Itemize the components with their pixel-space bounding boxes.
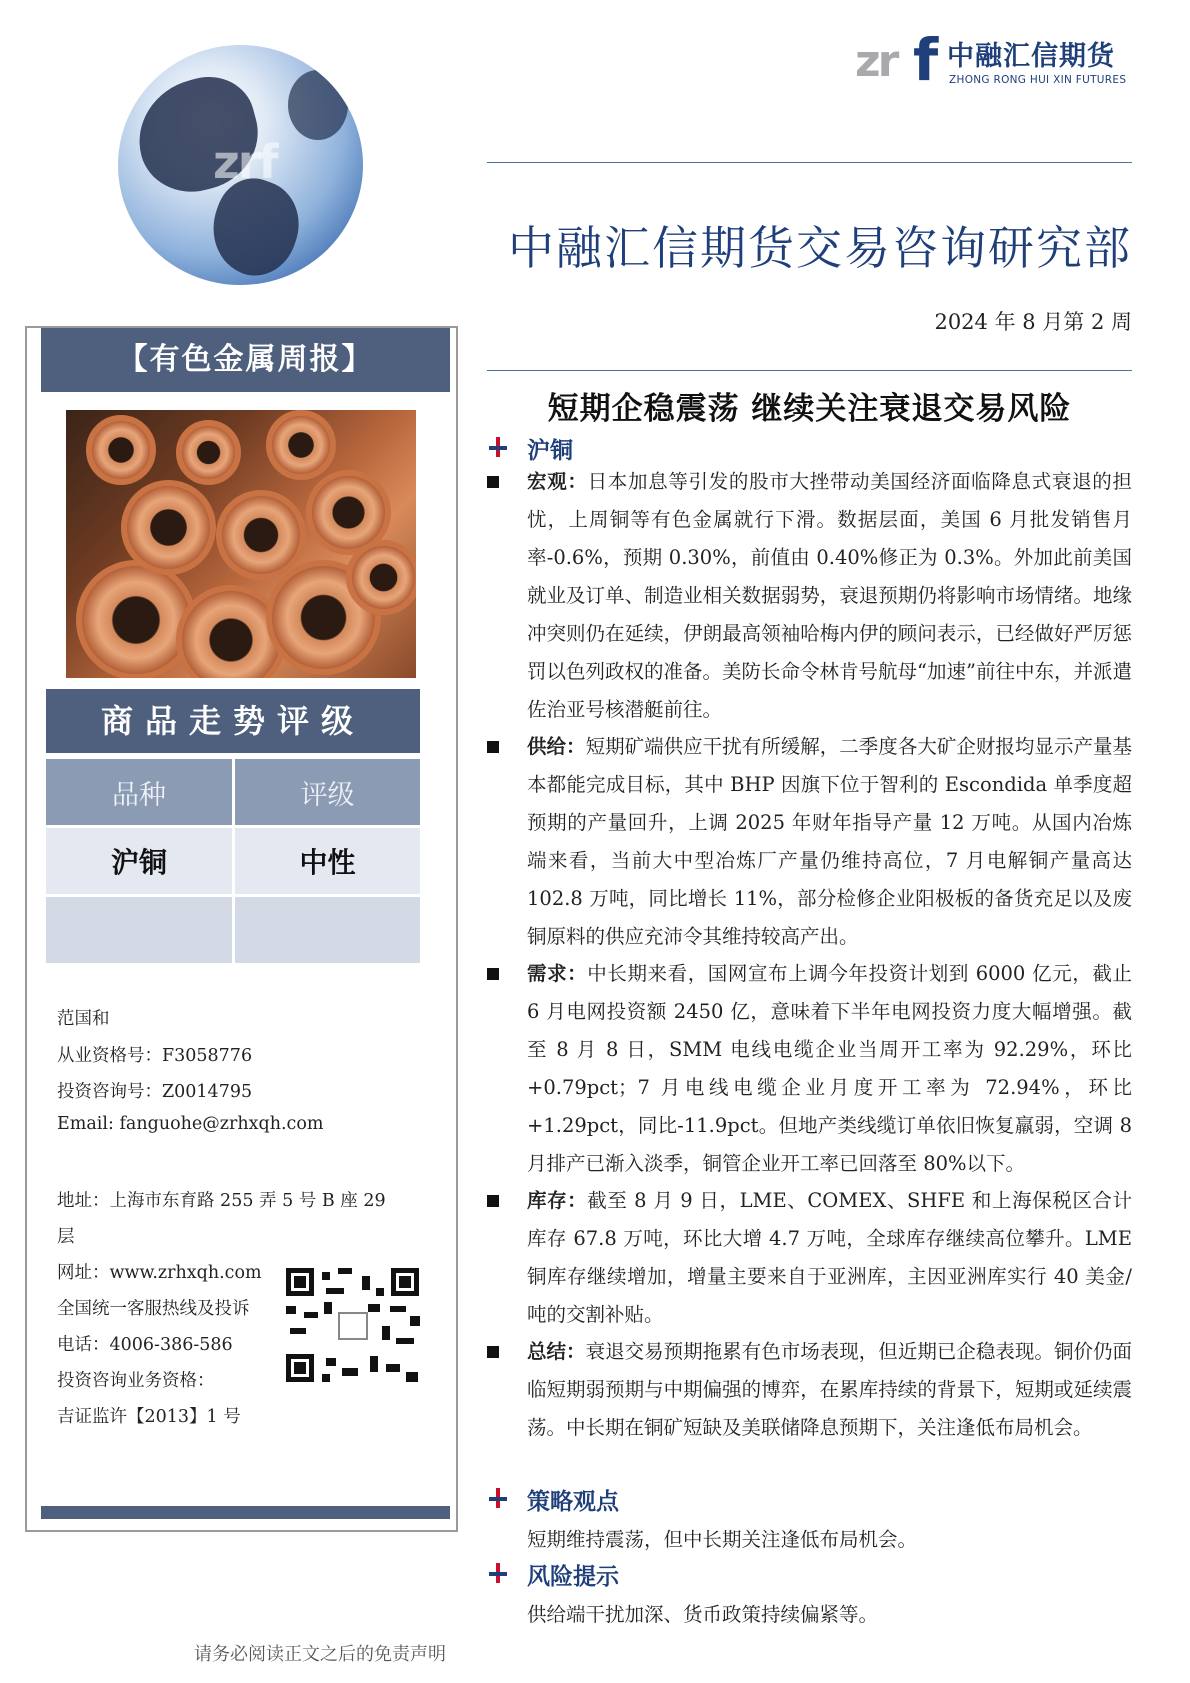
section-title-copper: 沪铜 — [527, 437, 573, 464]
point-text: 衰退交易预期拖累有色市场表现，但近期已企稳表现。铜价仍面临短期弱预期与中期偏强的博弈，在累库持续的背景下，短期或延续震荡。中长期在铜矿短缺及美联储降息预期下，关注逢低布局机会。 — [527, 1340, 1132, 1439]
qr-code — [286, 1268, 421, 1383]
qualification-label: 投资咨询业务资格： — [57, 1371, 215, 1391]
company-website[interactable]: 网址：www.zrhxqh.com — [57, 1263, 262, 1283]
point-label: 宏观： — [527, 470, 588, 493]
strategy-text: 短期维持震荡，但中长期关注逢低布局机会。 — [527, 1528, 918, 1551]
bullet-square-icon — [487, 1346, 499, 1358]
globe-continent — [288, 70, 348, 140]
logo-mark-f: f — [913, 26, 939, 94]
section-title-strategy: 策略观点 — [527, 1488, 619, 1515]
org-title: 中融汇信期货交易咨询研究部 — [508, 221, 1132, 275]
point-text: 截至 8 月 9 日，LME、COMEX、SHFE 和上海保税区合计库存 67.8 万吨，环比大增 4.7 万吨，全球库存继续高位攀升。LME 铜库存继续增加，增量主要来自于亚洲库，主因亚洲库实行 40 美金/吨的交割补贴。 — [527, 1189, 1132, 1326]
logo-en-name: ZHONG RONG HUI XIN FUTURES — [949, 74, 1127, 86]
bullet-square-icon — [487, 968, 499, 980]
analyst-advisory-number: 投资咨询号：Z0014795 — [57, 1082, 253, 1102]
company-address: 地址：上海市东育路 255 弄 5 号 B 座 29 — [57, 1191, 386, 1211]
point-text: 中长期来看，国网宣布上调今年投资计划到 6000 亿元，截止 6 月电网投资额 2450 亿，意味着下半年电网投资力度大幅增强。截至 8 月 8 日，SMM 电线电缆企业当周开工率为 92.29%，环比+0.79pct；7 月电线电缆企业月度开工率为 72.94%，环比+1.29pct，同比-11.9pct。但地产类线缆订单依旧恢复羸弱，空调 8 月排产已渐入淡季，铜管企业开工率已回落至 80%以下。 — [527, 962, 1132, 1175]
bullet-square-icon — [487, 741, 499, 753]
table-cell-empty — [235, 897, 420, 963]
section-marker-icon — [487, 1488, 509, 1510]
point-macro — [527, 463, 1132, 729]
analyst-email[interactable]: Email: fanguohe@zrhxqh.com — [57, 1114, 324, 1134]
table-cell-commodity: 沪铜 — [46, 828, 232, 894]
table-header-rating: 评级 — [235, 759, 420, 825]
qualification-number: 吉证监许【2013】1 号 — [57, 1407, 241, 1427]
table-cell-empty — [46, 897, 232, 963]
globe-watermark: zrf — [213, 135, 277, 189]
point-inventory — [527, 1182, 1132, 1334]
hotline-phone: 电话：4006-386-586 — [57, 1335, 233, 1355]
sidebar-footer-bar — [41, 1506, 450, 1519]
rating-table — [46, 759, 420, 961]
logo-mark: zr — [855, 36, 897, 87]
logo-cn-name: 中融汇信期货 — [947, 41, 1115, 72]
hotline-label: 全国统一客服热线及投诉 — [57, 1299, 250, 1319]
risk-text: 供给端干扰加深、货币政策持续偏紧等。 — [527, 1603, 879, 1626]
disclaimer-note[interactable]: 请务必阅读正文之后的免责声明 — [194, 1644, 446, 1665]
section-marker-icon — [487, 1563, 509, 1585]
header-divider — [487, 370, 1132, 371]
point-summary — [527, 1333, 1132, 1447]
table-header-commodity: 品种 — [46, 759, 232, 825]
company-logo — [855, 26, 1135, 94]
bullet-square-icon — [487, 476, 499, 488]
point-demand — [527, 955, 1132, 1183]
point-label: 库存： — [527, 1189, 588, 1212]
copper-coils-photo — [66, 410, 416, 678]
header-divider — [487, 162, 1132, 163]
point-label: 总结： — [527, 1340, 586, 1363]
company-address-cont: 层 — [57, 1227, 75, 1247]
analyst-license: 从业资格号：F3058776 — [57, 1046, 253, 1066]
globe-image — [118, 45, 363, 285]
section-title-risk: 风险提示 — [527, 1563, 619, 1590]
point-text: 日本加息等引发的股市大挫带动美国经济面临降息式衰退的担忧，上周铜等有色金属就行下滑。数据层面，美国 6 月批发销售月率-0.6%，预期 0.30%，前值由 0.40%修正为 0.3%。外加此前美国就业及订单、制造业相关数据弱势，衰退预期仍将影响市场情绪。地缘冲突则仍在延续，伊朗最高领袖哈梅内伊的顾问表示，已经做好严厉惩罚以色列政权的准备。美防长命令林肯号航母“加速”前往中东，并派遣佐治亚号核潜艇前往。 — [527, 470, 1132, 721]
bullet-square-icon — [487, 1195, 499, 1207]
section-marker-icon — [487, 437, 509, 459]
report-type-banner: 【有色金属周报】 — [41, 328, 450, 392]
point-text: 短期矿端供应干扰有所缓解，二季度各大矿企财报均显示产量基本都能完成目标，其中 BHP 因旗下位于智利的 Escondida 单季度超预期的产量回升，上调 2025 年财年指导产量 12 万吨。从国内冶炼端来看，当前大中型冶炼厂产量仍维持高位，7 月电解铜产量高达 102.8 万吨，同比增长 11%，部分检修企业阳极板的备货充足以及废铜原料的供应充沛令其维持较高产出。 — [527, 735, 1132, 948]
point-label: 需求： — [527, 962, 588, 985]
point-label: 供给： — [527, 735, 586, 758]
report-date: 2024 年 8 月第 2 周 — [934, 310, 1132, 334]
table-cell-rating: 中性 — [235, 828, 420, 894]
point-supply — [527, 728, 1132, 956]
report-headline: 短期企稳震荡 继续关注衰退交易风险 — [547, 391, 1072, 427]
analyst-name: 范国和 — [57, 1009, 110, 1029]
rating-title: 商品走势评级 — [46, 689, 420, 753]
